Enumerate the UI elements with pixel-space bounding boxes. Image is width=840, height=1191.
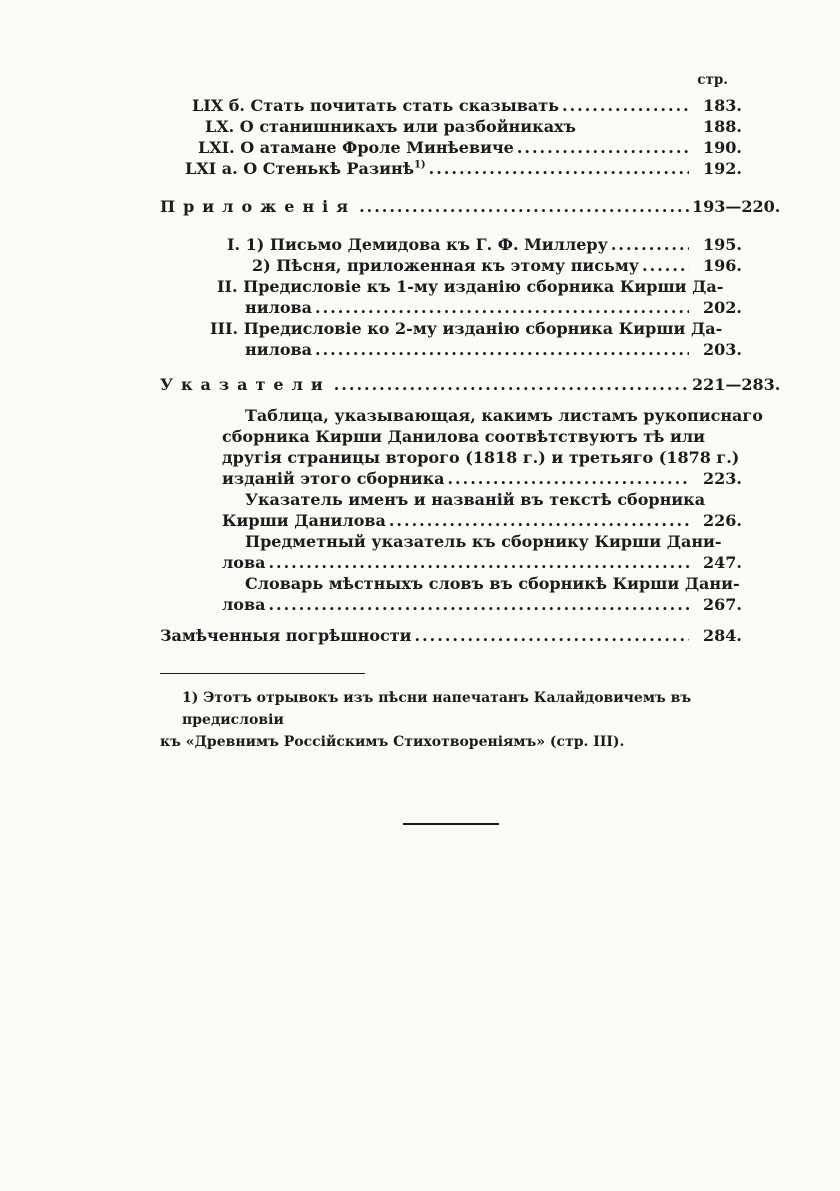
toc-entry-page: 190.	[703, 138, 742, 157]
toc-entry	[160, 95, 742, 116]
toc-entry-page: 192.	[703, 159, 742, 178]
toc-entry-page: 203.	[703, 340, 742, 359]
section-heading-errata	[160, 625, 742, 646]
toc-entry-page: 188.	[703, 117, 742, 136]
toc-entry-label: нилова	[245, 298, 313, 317]
toc-entry	[160, 255, 742, 276]
toc-entry-page: 193—220.	[692, 197, 781, 216]
toc-entry	[160, 137, 742, 158]
toc-entry	[160, 116, 742, 137]
footnote	[160, 687, 742, 753]
toc-entry-label: Словарь мѣстныхъ словъ въ сборникѣ Кирши Дани-	[245, 574, 740, 593]
dot-leader	[389, 510, 689, 531]
toc-entry-page: 202.	[703, 298, 742, 317]
toc-entry	[160, 234, 742, 255]
footnote-line-2: къ «Древнимъ Россійскимъ Стихотвореніямъ» (стр. III).	[160, 734, 625, 750]
toc-entry-label: лова	[222, 553, 266, 572]
toc-entry-label: Указатель именъ и названій въ текстѣ сборника	[245, 490, 706, 509]
dot-leader	[429, 158, 689, 179]
toc-entry-page: 284.	[703, 626, 742, 645]
toc-entry	[160, 510, 742, 531]
end-of-contents-rule	[403, 823, 499, 825]
section-heading-label: Замѣченныя погрѣшности	[160, 626, 412, 645]
section-heading-prilozheniya	[160, 196, 781, 217]
toc-entry-label: Таблица, указывающая, какимъ листамъ рукописнаго	[245, 406, 763, 425]
toc-entry	[160, 339, 742, 360]
toc-entry-wrapped-line	[160, 489, 742, 510]
toc-entry-label: лова	[222, 595, 266, 614]
toc-entry-page: 183.	[703, 96, 742, 115]
toc-entry-label: LXI. О атамане Фроле Минѣевиче	[198, 138, 514, 157]
toc-entry-wrapped-line	[160, 405, 763, 426]
toc-entry-label: I. 1) Письмо Демидова къ Г. Ф. Миллеру	[227, 235, 608, 254]
section-heading-label: Указатели	[160, 375, 331, 394]
toc-entry-label: LIX б. Стать почитать стать сказывать	[192, 96, 560, 115]
dot-leader	[562, 95, 689, 116]
dot-leader	[642, 255, 689, 276]
toc-entry-label: другія страницы второго (1818 г.) и третьяго (1878 г.)	[222, 448, 740, 467]
toc-entry-label: нилова	[245, 340, 313, 359]
toc-entry-label: LXI а. О Стенькѣ Разинѣ$^{1)}$	[185, 159, 426, 178]
toc-entry-wrapped-line	[160, 447, 742, 468]
toc-entry-wrapped-line	[160, 573, 742, 594]
toc-entry-page: 226.	[703, 511, 742, 530]
section-heading-label: Приложенія	[160, 197, 357, 216]
footnote-separator-rule	[160, 673, 365, 674]
dot-leader	[517, 137, 689, 158]
toc-entry-label: III. Предисловіе ко 2-му изданію сборника Кирши Да-	[210, 319, 723, 338]
toc-entry-wrapped-line	[160, 531, 742, 552]
toc-entry-label: Предметный указатель къ сборнику Кирши Дани-	[245, 532, 722, 551]
toc-entry-wrapped-line	[160, 426, 742, 447]
toc-entry-page: 247.	[703, 553, 742, 572]
table-of-contents	[160, 70, 781, 825]
dot-leader	[268, 594, 689, 615]
section-heading-ukazateli	[160, 374, 781, 395]
toc-entry-page: 267.	[703, 595, 742, 614]
toc-entry-label: изданій этого сборника	[222, 469, 445, 488]
toc-entry-label: сборника Кирши Данилова соотвѣтствуютъ тѣ или	[222, 427, 705, 446]
toc-entry-page: 221—283.	[692, 375, 781, 394]
toc-entry-page: 223.	[703, 469, 742, 488]
toc-entry-label: 2) Пѣсня, приложенная къ этому письму	[252, 256, 640, 275]
dot-leader	[447, 468, 689, 489]
toc-entry-wrapped-line	[160, 318, 742, 339]
footnote-line-1: 1) Этотъ отрывокъ изъ пѣсни напечатанъ Калайдовичемъ въ предисловіи	[182, 690, 692, 728]
toc-entry-wrapped-line	[160, 276, 742, 297]
toc-entry-page: 195.	[703, 235, 742, 254]
dot-leader	[415, 625, 689, 646]
dot-leader	[268, 552, 689, 573]
toc-entry	[160, 158, 742, 179]
dot-leader	[359, 196, 689, 217]
dot-leader	[315, 339, 689, 360]
dot-leader	[611, 234, 689, 255]
toc-entry-label: Кирши Данилова	[222, 511, 386, 530]
toc-entry	[160, 594, 742, 615]
dot-leader	[334, 374, 689, 395]
toc-entry-page: 196.	[703, 256, 742, 275]
footnote-marker: 1)	[413, 159, 426, 171]
toc-entry	[160, 468, 742, 489]
toc-entry	[160, 552, 742, 573]
dot-leader	[315, 297, 689, 318]
toc-entry-label: II. Предисловіе къ 1-му изданію сборника Кирши Да-	[217, 277, 724, 296]
toc-entry-label: LX. О станишникахъ или разбойникахъ	[205, 117, 576, 136]
toc-entry	[160, 297, 742, 318]
page-column-header: стр.	[697, 72, 728, 88]
